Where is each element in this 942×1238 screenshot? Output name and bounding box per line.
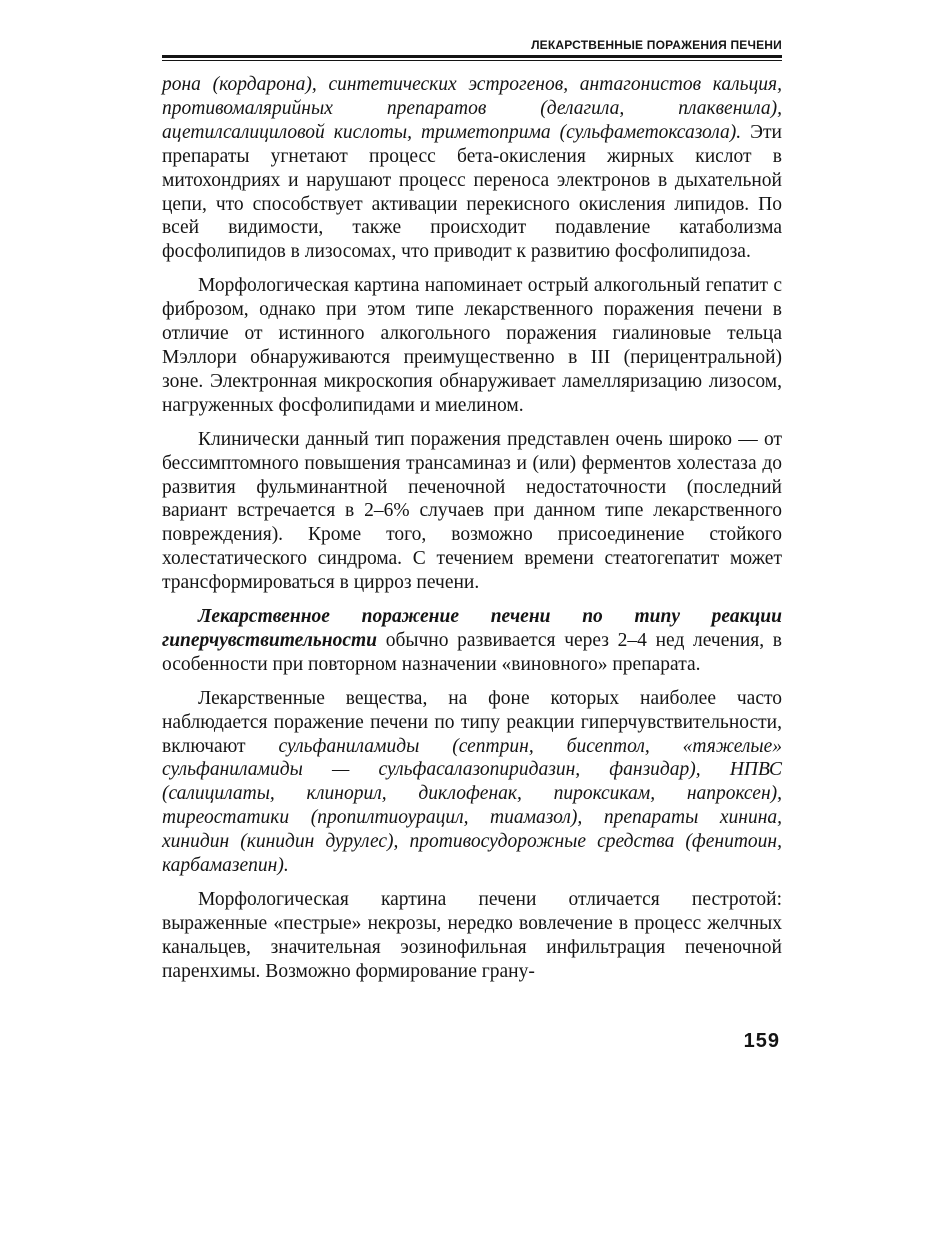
header-rule-thick xyxy=(162,55,782,58)
paragraph xyxy=(162,274,782,417)
page xyxy=(162,36,782,994)
italic-text-run: сульфаниламиды (септрин, бисептол, «тяжелые» сульфаниламиды — сульфасалазопиридазин, фанзидар), НПВС (салицилаты, клинорил, диклофенак, пироксикам, напроксен), тиреостатики (пропилтиоурацил, тиамазол), препараты хинина, хинидин (кинидин дурулес), противосудорожные средства (фенитоин, карбамазепин). xyxy=(162,735,782,877)
text-run: Клинически данный тип поражения представлен очень широко — от бессимптомного повышения трансаминаз и (или) ферментов холестаза до развития фульминантной печеночной недостаточности (последний вариант встречается в 2–6% случаев при данном типе лекарственного повреждения). Кроме того, возможно присоединение стойкого холестатического синдрома. С течением времени стеатогепатит может трансформироваться в цирроз печени. xyxy=(162,428,782,594)
text-run: обычно развивается через 2–4 нед лечения, в особенности при повторном назначении «виновного» препарата. xyxy=(162,629,782,675)
text-run: Эти препараты угнетают процесс бета-окисления жирных кислот в митохондриях и нарушают процесс переноса электронов в дыхательной цепи, что способствует активации перекисного окисления липидов. По всей видимости, также происходит подавление катаболизма фосфолипидов в лизосомах, что приводит к развитию фосфолипидоза. xyxy=(162,121,782,263)
paragraph xyxy=(162,428,782,595)
body-text xyxy=(162,73,782,984)
paragraph xyxy=(162,73,782,264)
header-rule-thin xyxy=(162,60,782,61)
page-number: 159 xyxy=(743,1030,780,1052)
paragraph xyxy=(162,605,782,677)
bold-italic-text-run: Лекарственное поражение печени по типу реакции гиперчувствительности xyxy=(162,606,782,651)
italic-text-run: рона (кордарона), синтетических эстрогенов, антагонистов кальция, противомалярийных препаратов (делагила, плаквенила), ацетилсалициловой кислоты, триметоприма (сульфаметоксазола). xyxy=(162,74,782,143)
paragraph xyxy=(162,687,782,878)
paragraph xyxy=(162,888,782,984)
text-run: Морфологическая картина напоминает острый алкогольный гепатит с фиброзом, однако при этом типе лекарственного поражения печени в отличие от истинного алкогольного поражения гиалиновые тельца Мэллори обнаруживаются преимущественно в III (перицентральной) зоне. Электронная микроскопия обнаруживает ламелляризацию лизосом, нагруженных фосфолипидами и миелином. xyxy=(162,275,782,416)
running-head: ЛЕКАРСТВЕННЫЕ ПОРАЖЕНИЯ ПЕЧЕНИ xyxy=(531,38,782,52)
text-run: Лекарственные вещества, на фоне которых наиболее часто наблюдается поражение печени по типу реакции гиперчувствительности, включают xyxy=(162,687,782,757)
text-run: Морфологическая картина печени отличается пестротой: выраженные «пестрые» некрозы, нередко вовлечение в процесс желчных канальцев, значительная эозинофильная инфильтрация печеночной паренхимы. Возможно формирование грану- xyxy=(162,889,782,982)
